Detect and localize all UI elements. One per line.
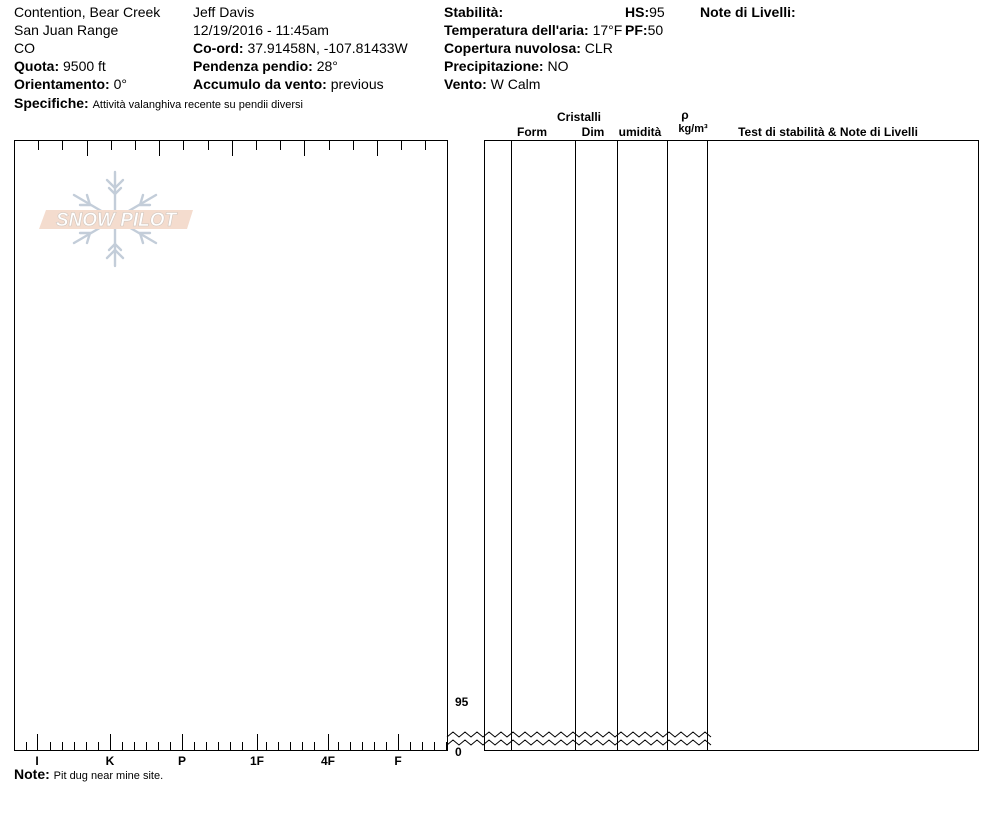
note-value: Pit dug near mine site.: [53, 770, 164, 782]
hs-label: HS:: [625, 4, 650, 20]
moisture-header: umidità: [618, 125, 662, 139]
zigzag-break-lower: [447, 740, 711, 745]
date-time: 12/19/2016 - 11:45am: [193, 22, 329, 38]
hardness-label-p: P: [177, 754, 187, 768]
air-temp-value: 17°F: [592, 22, 623, 38]
stability-label: Stabilità:: [444, 4, 504, 20]
elevation-value: 9500 ft: [63, 58, 106, 74]
slope-label: Pendenza pendio:: [193, 58, 313, 74]
coord-label: Co-ord:: [193, 40, 244, 56]
hardness-label-i: I: [35, 754, 39, 768]
wind-label: Vento:: [444, 76, 487, 92]
aspect-value: 0°: [113, 76, 127, 92]
wind-load-label: Accumulo da vento:: [193, 76, 327, 92]
crystals-header: Cristalli: [556, 110, 601, 124]
hardness-label-4f: 4F: [320, 754, 336, 768]
layer-notes-label: Note di Livelli:: [700, 4, 796, 20]
pf-value: 50: [647, 22, 664, 38]
zigzag-break-upper: [447, 732, 711, 737]
note-label: Note:: [14, 766, 50, 782]
slope-value: 28°: [316, 58, 338, 74]
mountain-range: San Juan Range: [14, 22, 119, 38]
form-header: Form: [517, 125, 547, 139]
precip-value: NO: [547, 58, 569, 74]
specifics-value: Attività valanghiva recente su pendii diversi: [92, 99, 303, 111]
state: CO: [14, 40, 35, 56]
air-temp-label: Temperatura dell'aria:: [444, 22, 589, 38]
pf-label: PF:: [625, 22, 648, 38]
specifics-label: Specifiche:: [14, 95, 89, 111]
wind-load-value: previous: [330, 76, 384, 92]
hardness-label-k: K: [105, 754, 115, 768]
wind-value: W Calm: [490, 76, 541, 92]
hardness-top-ticks: [15, 140, 426, 156]
hs-value: 95: [649, 4, 665, 20]
aspect-label: Orientamento:: [14, 76, 110, 92]
dim-header: Dim: [581, 125, 605, 139]
layer-table-frame: [485, 141, 979, 751]
depth-bottom-label: 0: [455, 745, 462, 759]
cloud-value: CLR: [584, 40, 613, 56]
elevation-label: Quota:: [14, 58, 60, 74]
depth-top-label: 95: [455, 695, 469, 709]
coord-value: 37.91458N, -107.81433W: [247, 40, 408, 56]
note: [14, 766, 163, 784]
cloud-label: Copertura nuvolosa:: [444, 40, 581, 56]
snowpilot-logo: [39, 172, 193, 266]
precip-label: Precipitazione:: [444, 58, 544, 74]
location: Contention, Bear Creek: [14, 4, 161, 20]
density-rho-header: ρ: [681, 108, 689, 122]
stability-notes-header: Test di stabilità & Note di Livelli: [738, 125, 918, 139]
hardness-label-f: F: [394, 754, 402, 768]
hardness-bottom-ticks: [15, 734, 447, 751]
density-unit-header: kg/m³: [678, 123, 708, 135]
logo-text: SNOW PILOT: [55, 210, 177, 231]
observer: Jeff Davis: [193, 4, 255, 20]
hardness-label-1f: 1F: [249, 754, 265, 768]
